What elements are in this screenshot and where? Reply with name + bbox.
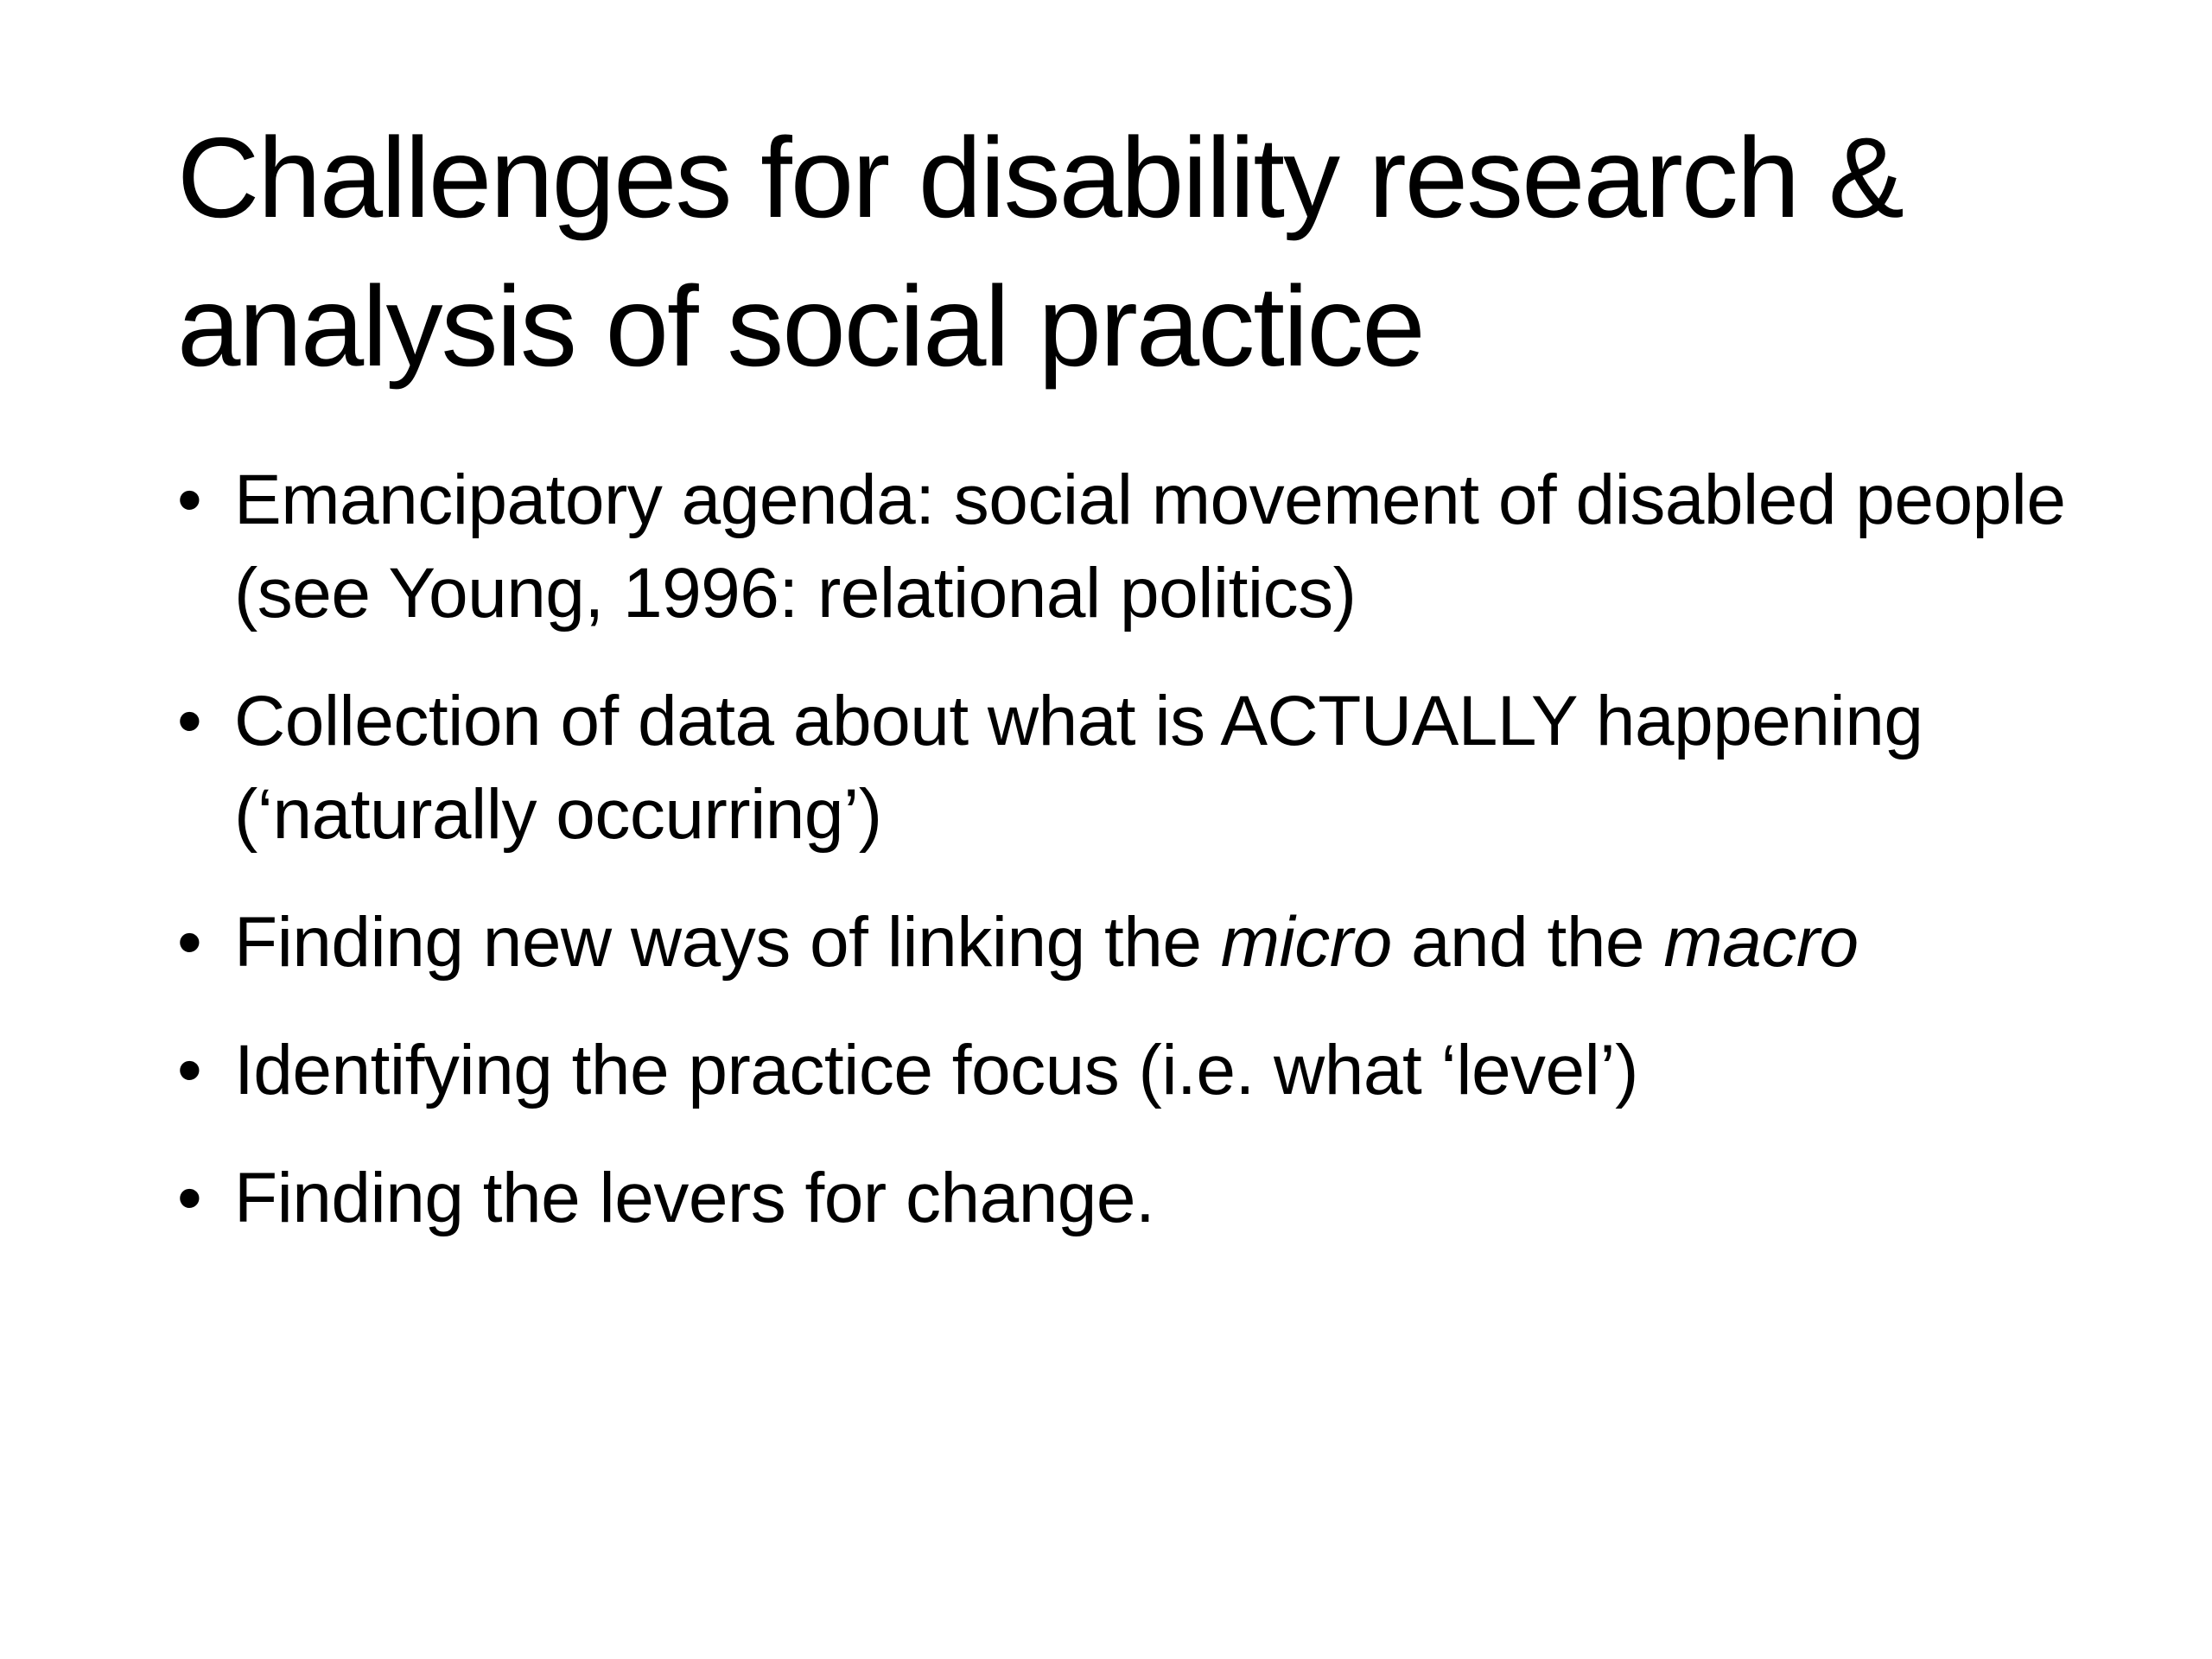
bullet-icon: • [177,1159,202,1237]
bullet-text-emphasis: micro [1220,903,1392,982]
bullet-text-part: Emancipatory agenda: social movement of disabled people (see Young, 1996: relational politics) [234,461,2066,632]
bullet-text-part: Finding new ways of linking the [234,903,1221,982]
bullet-text-part: Finding the levers for change. [234,1159,1155,1237]
bullet-text [234,682,1923,854]
bullet-text [234,1031,1638,1109]
bullet-text-emphasis: macro [1663,903,1859,982]
bullet-item [177,896,2078,989]
bullet-text-part: and the [1391,903,1664,982]
bullet-text-part: Identifying the practice focus (i.e. what ‘level’) [234,1031,1638,1109]
bullet-list [177,454,2078,1280]
bullet-icon: • [177,1031,202,1109]
slide-title: Challenges for disability research & analysis of social practice [177,114,1904,390]
bullet-item [177,1024,2078,1117]
bullet-item [177,454,2078,640]
bullet-text [234,903,1859,982]
bullet-item [177,1152,2078,1245]
bullet-text [234,461,2065,632]
bullet-icon: • [177,682,202,760]
bullet-text-part: Collection of data about what is ACTUALLY happening (‘naturally occurring’) [234,682,1923,854]
bullet-icon: • [177,461,202,539]
bullet-item [177,675,2078,861]
bullet-text [234,1159,1154,1237]
bullet-icon: • [177,903,202,982]
